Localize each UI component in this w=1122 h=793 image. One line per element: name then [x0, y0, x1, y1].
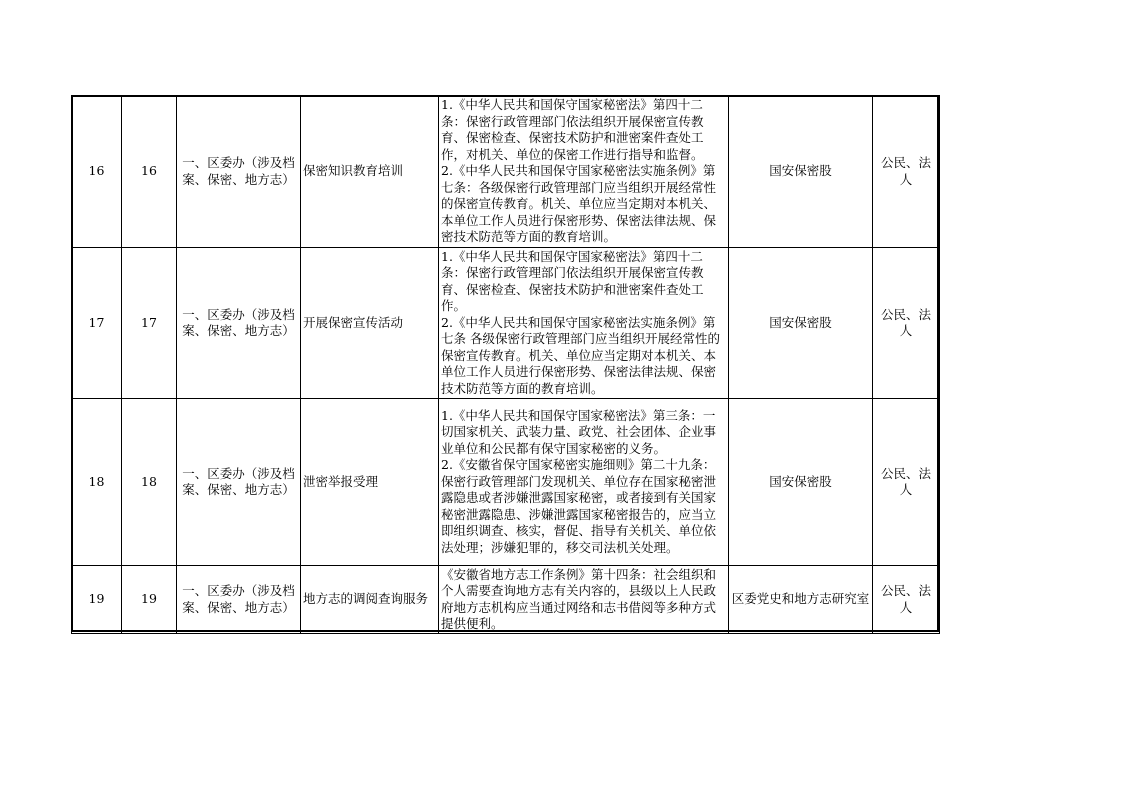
service-target-cell: 公民、法人 [873, 399, 940, 566]
item-code-cell: 19 [122, 566, 177, 634]
legal-basis-cell [439, 248, 729, 399]
legal-basis-clause: 1.《中华人民共和国保守国家秘密法》第四十二条：保密行政管理部门依法组织开展保密宣传教育、保密检查、保密技术防护和泄密案件查处工作。 [441, 248, 704, 314]
legal-basis-cell [439, 96, 729, 248]
table-row [72, 248, 940, 399]
responsible-unit-cell: 国安保密股 [729, 96, 873, 248]
responsible-unit-cell: 国安保密股 [729, 399, 873, 566]
item-code-cell: 16 [122, 96, 177, 248]
table-row [72, 399, 940, 566]
service-target-cell: 公民、法人 [873, 566, 940, 634]
item-code-cell: 17 [122, 248, 177, 399]
item-name-cell: 地方志的调阅查询服务 [301, 566, 439, 634]
legal-basis-clause: 2.《安徽省保守国家秘密实施细则》第二十九条：保密行政管理部门发现机关、单位存在国家秘密泄露隐患或者涉嫌泄露国家秘密，或者接到有关国家秘密泄露隐患、涉嫌泄露国家秘密报告的，应当立即组织调查、核实，督促、指导有关机关、单位依法处理；涉嫌犯罪的，移交司法机关处理。 [441, 457, 717, 555]
item-code-cell: 18 [122, 399, 177, 566]
serial-number-cell: 19 [72, 566, 122, 634]
item-name-cell: 开展保密宣传活动 [301, 248, 439, 399]
legal-basis-clause: 1.《中华人民共和国保守国家秘密法》第三条：一切国家机关、武装力量、政党、社会团体、企业事业单位和公民都有保守国家秘密的义务。 [441, 407, 717, 456]
service-target-cell: 公民、法人 [873, 96, 940, 248]
legal-basis-clause: 1.《中华人民共和国保守国家秘密法》第四十二条：保密行政管理部门依法组织开展保密宣传教育、保密检查、保密技术防护和泄密案件查处工作，对机关、单位的保密工作进行指导和监督。 [441, 97, 704, 162]
serial-number-cell: 16 [72, 96, 122, 248]
serial-number-cell: 17 [72, 248, 122, 399]
legal-basis-clause: 《安徽省地方志工作条例》第十四条：社会组织和个人需要查询地方志有关内容的，县级以上人民政府地方志机构应当通过网络和志书借阅等多种方式提供便利。 [441, 566, 717, 631]
department-cell: 一、区委办（涉及档案、保密、地方志） [177, 248, 301, 399]
item-name-cell: 泄密举报受理 [301, 399, 439, 566]
department-cell: 一、区委办（涉及档案、保密、地方志） [177, 566, 301, 634]
legal-basis-clause: 2.《中华人民共和国保守国家秘密法实施条例》第七条：各级保密行政管理部门应当组织开展经常性的保密宣传教育。机关、单位应当定期对本机关、本单位工作人员进行保密形势、保密法律法规、保密技术防范等方面的教育培训。 [441, 163, 717, 245]
department-cell: 一、区委办（涉及档案、保密、地方志） [177, 399, 301, 566]
serial-number-cell: 18 [72, 399, 122, 566]
legal-basis-cell [439, 399, 729, 566]
legal-basis-clause: 2.《中华人民共和国保守国家秘密法实施条例》第七条 各级保密行政管理部门应当组织开展经常性的保密宣传教育。机关、单位应当定期对本机关、本单位工作人员进行保密形势、保密法律法规、保密技术防范等方面的教育培训。 [441, 314, 720, 396]
table-row [72, 96, 940, 248]
legal-basis-cell [439, 566, 729, 634]
service-items-table [71, 95, 940, 634]
responsible-unit-cell: 区委党史和地方志研究室 [729, 566, 873, 634]
responsible-unit-cell: 国安保密股 [729, 248, 873, 399]
table-row [72, 566, 940, 634]
item-name-cell: 保密知识教育培训 [301, 96, 439, 248]
service-target-cell: 公民、法人 [873, 248, 940, 399]
department-cell: 一、区委办（涉及档案、保密、地方志） [177, 96, 301, 248]
